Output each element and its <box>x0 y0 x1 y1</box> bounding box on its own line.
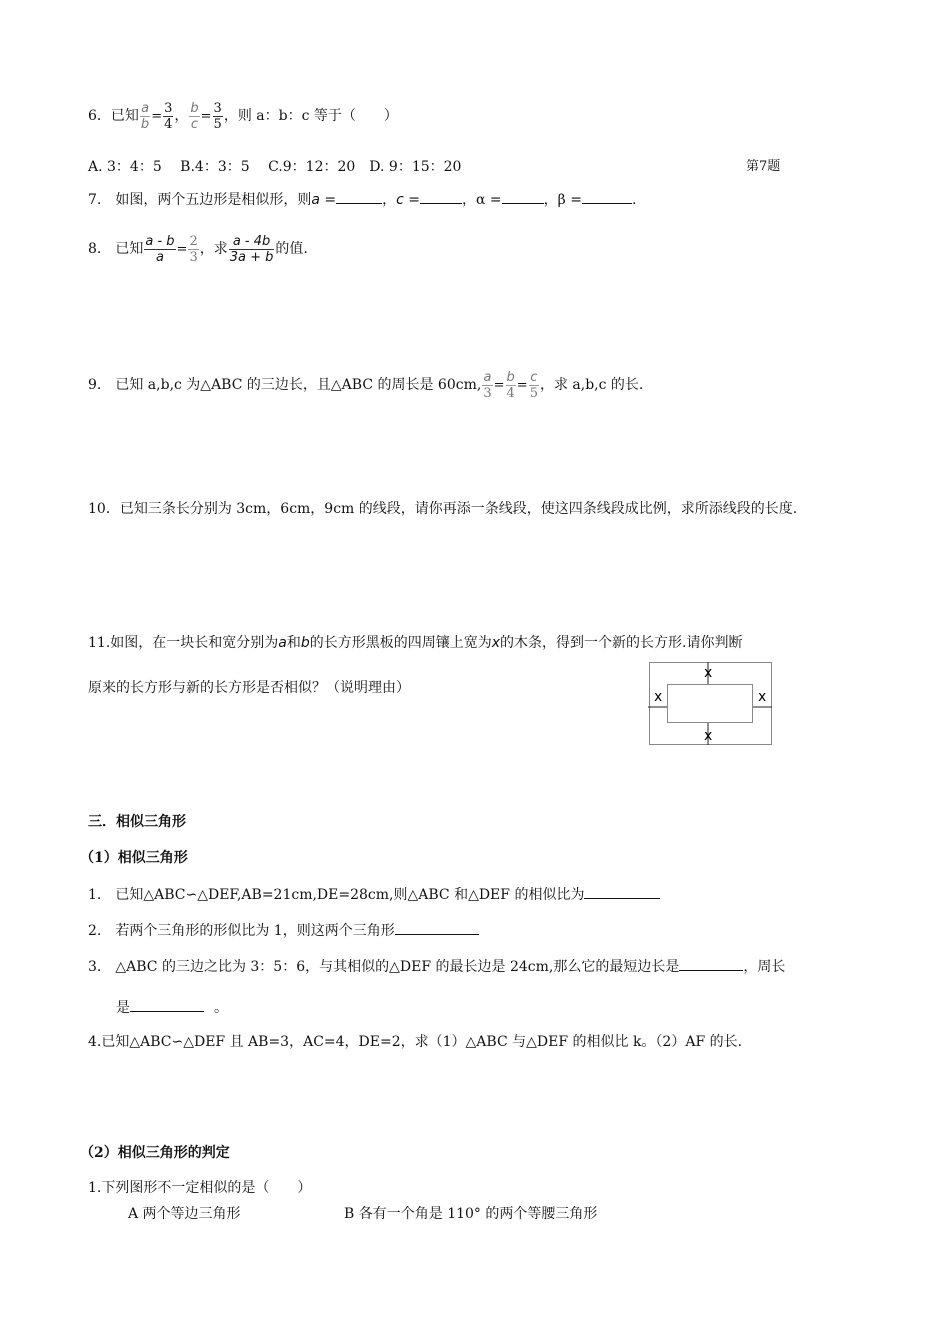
section3-sub2: （2）相似三角形的判定 <box>80 1145 230 1161</box>
s3-item-3: 3. △ABC 的三边之比为 3：5：6，与其相似的△DEF 的最长边是 24cm,那么它的最短边长是 ，周长 <box>88 956 785 977</box>
q6-options: A. 3：4：5 B.4：3：5 C.9：12：20 D. 9：15：20 <box>88 159 462 175</box>
q6-prefix: 6．已知 <box>88 108 139 124</box>
q11-label-right: x <box>758 689 767 705</box>
q7-blank-a[interactable] <box>336 189 382 204</box>
q11-figure <box>648 662 774 748</box>
s3-item-3-cont: 是 。 <box>116 997 228 1018</box>
q7-blank-beta[interactable] <box>582 189 632 204</box>
q6-line: 6．已知 $\frac{a}{b}$ = $\frac{3}{4}$ ， $\frac{b}{c}$ = $\frac{3}{5}$ ，则 a：b：c 等于（ ） <box>88 100 398 132</box>
q11-inner-rect <box>668 685 753 723</box>
q11-label-top: x <box>704 665 713 681</box>
q7-var-a: a = <box>311 192 337 208</box>
q11-label-left: x <box>654 689 663 705</box>
s3-item-4: 4.已知△ABC∽△DEF 且 AB=3，AC=4，DE=2，求（1）△ABC 与△DEF 的相似比 k。（2）AF 的长. <box>88 1034 743 1050</box>
q8-line: 8. 已知 $\frac{a - b}{a}$ = $\frac{2}{3}$ ，求 $\frac{a - 4b}{3a + b}$ 的值. <box>88 233 308 265</box>
q11-line-1: 11.如图，在一块长和宽分别为a和b的长方形黑板的四周镶上宽为x的木条，得到一个新的长方形.请你判断 <box>88 635 743 651</box>
q11-label-bottom: x <box>704 728 713 744</box>
s3-item-1: 1. 已知△ABC∽△DEF,AB=21cm,DE=28cm,则△ABC 和△DEF 的相似比为 <box>88 884 660 905</box>
q6-frac-a-b: $\frac{a}{b}$ <box>140 100 150 132</box>
judge-q1: 1.下列图形不一定相似的是（ ） <box>88 1180 312 1196</box>
q6-frac-3-4: $\frac{3}{4}$ <box>164 100 173 132</box>
q9-frac-b: $\frac{b}{4}$ <box>506 369 515 401</box>
section3-sub1: （1）相似三角形 <box>80 850 188 866</box>
q6-frac-3-5: $\frac{3}{5}$ <box>213 100 222 132</box>
q10-line: 10．已知三条长分别为 3cm，6cm，9cm 的线段，请你再添一条线段，使这四条线段成比例，求所添线段的长度. <box>88 501 798 517</box>
q7-figure-note: 第7题 <box>746 159 781 174</box>
q7-blank-c[interactable] <box>420 189 462 204</box>
q7-line: 7. 如图，两个五边形是相似形，则a = ，c = ，α = ，β = . <box>88 189 636 210</box>
q7-var-c: c = <box>396 192 421 208</box>
q7-blank-alpha[interactable] <box>502 189 544 204</box>
q8-frac-3: $\frac{a - 4b}{3a + b}$ <box>229 233 274 265</box>
q6-suffix: ，则 a：b：c 等于（ ） <box>223 108 398 124</box>
s3-blank-3b[interactable] <box>130 997 204 1012</box>
section3-title: 三．相似三角形 <box>88 814 186 830</box>
judge-opt-b: B 各有一个角是 110° 的两个等腰三角形 <box>344 1206 598 1222</box>
s3-blank-2[interactable] <box>395 920 479 935</box>
s3-item-2: 2. 若两个三角形的形似比为 1，则这两个三角形 <box>88 920 479 941</box>
q9-frac-c: $\frac{c}{5}$ <box>529 369 538 401</box>
q6-frac-b-c: $\frac{b}{c}$ <box>190 100 199 132</box>
s3-blank-3a[interactable] <box>679 956 743 971</box>
q11-line-2: 原来的长方形与新的长方形是否相似？（说明理由） <box>88 680 410 696</box>
q8-frac-2: $\frac{2}{3}$ <box>189 233 198 265</box>
s3-blank-1[interactable] <box>584 884 660 899</box>
q9-line: 9. 已知 a,b,c 为△ABC 的三边长，且△ABC 的周长是 60cm, $\frac{a}{3}$ = $\frac{b}{4}$ = $\frac{c}{5}$ ，求 a,b,c 的长. <box>88 369 644 401</box>
q9-frac-a: $\frac{a}{3}$ <box>483 369 492 401</box>
judge-opt-a: A 两个等边三角形 <box>128 1206 241 1222</box>
q8-frac-1: $\frac{a - b}{a}$ <box>145 233 175 265</box>
